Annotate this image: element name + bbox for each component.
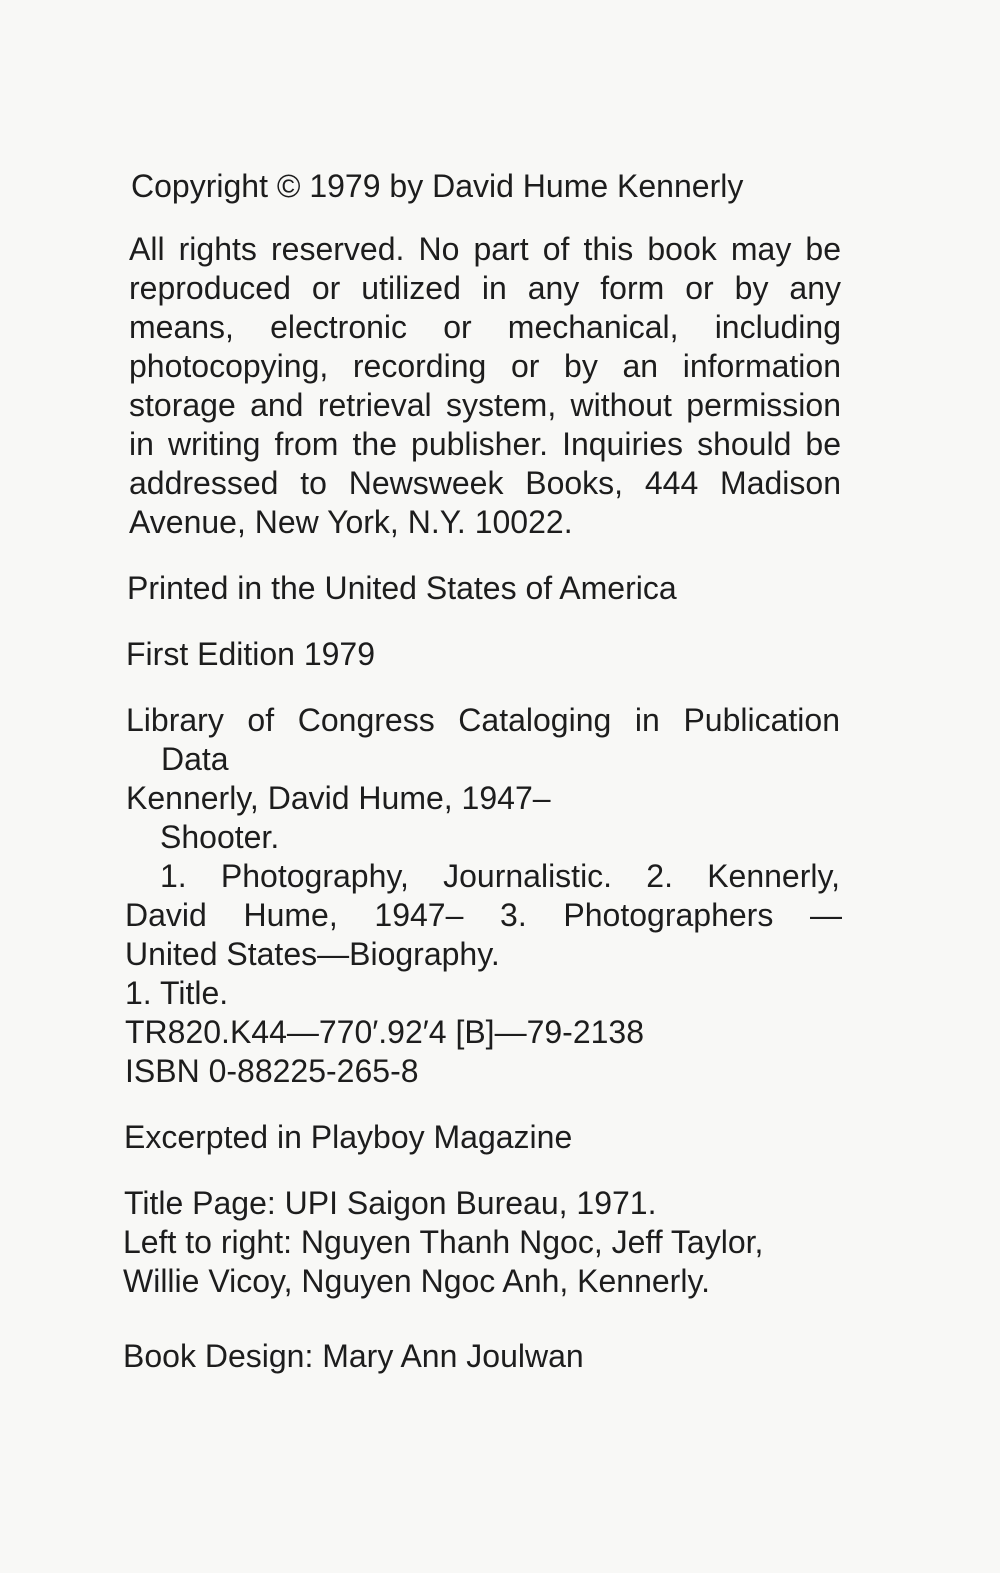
rights-line: photocopying, recording or by an information: [129, 348, 841, 384]
copyright-line: Copyright © 1979 by David Hume Kennerly: [131, 168, 744, 204]
cip-subjects: United States—Biography.: [125, 936, 500, 972]
edition-line: First Edition 1979: [126, 636, 376, 672]
cip-heading-continued: Data: [161, 741, 229, 777]
excerpt-line: Excerpted in Playboy Magazine: [124, 1119, 573, 1155]
rights-line: means, electronic or mechanical, including: [129, 309, 841, 345]
cip-subjects: 1. Photography, Journalistic. 2. Kennerly,: [160, 858, 840, 894]
rights-line: Avenue, New York, N.Y. 10022.: [129, 504, 573, 540]
photo-credit-line: Left to right: Nguyen Thanh Ngoc, Jeff Taylor,: [123, 1224, 764, 1260]
rights-line: in writing from the publisher. Inquiries should be: [129, 426, 841, 462]
cip-title-entry: 1. Title.: [125, 975, 229, 1011]
rights-line: addressed to Newsweek Books, 444 Madison: [129, 465, 841, 501]
rights-line: All rights reserved. No part of this book may be: [129, 231, 841, 267]
printed-in-line: Printed in the United States of America: [127, 570, 677, 606]
cip-heading: Library of Congress Cataloging in Publication: [126, 702, 840, 738]
photo-credit-line: Willie Vicoy, Nguyen Ngoc Anh, Kennerly.: [123, 1263, 710, 1299]
cip-call-number: TR820.K44—770′.92′4 [B]—79-2138: [125, 1014, 644, 1050]
cip-title: Shooter.: [160, 819, 280, 855]
rights-line: reproduced or utilized in any form or by any: [129, 270, 841, 306]
cip-author: Kennerly, David Hume, 1947–: [126, 780, 551, 816]
book-design-line: Book Design: Mary Ann Joulwan: [123, 1338, 584, 1374]
rights-line: storage and retrieval system, without permission: [129, 387, 841, 423]
cip-subjects: David Hume, 1947– 3. Photographers —: [125, 897, 842, 933]
photo-credit-line: Title Page: UPI Saigon Bureau, 1971.: [124, 1185, 657, 1221]
isbn-line: ISBN 0-88225-265-8: [125, 1053, 419, 1089]
